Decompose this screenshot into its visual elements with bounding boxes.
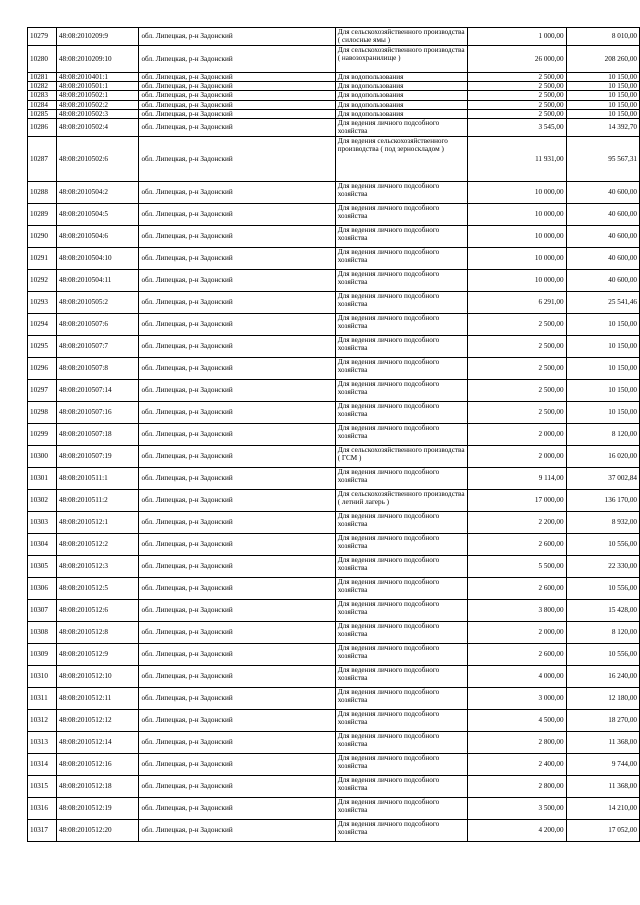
- area-value: 2 800,00: [467, 732, 566, 754]
- permitted-use: Для водопользования: [335, 73, 467, 82]
- area-value: 10 000,00: [467, 204, 566, 226]
- cadastral-value: 8 120,00: [566, 424, 639, 446]
- row-number: 10299: [28, 424, 57, 446]
- cadastral-value: 12 180,00: [566, 688, 639, 710]
- table-row: [28, 490, 640, 512]
- row-number: 10290: [28, 226, 57, 248]
- table-row: [28, 28, 640, 46]
- address: обл. Липецкая, р-н Задонский: [139, 754, 335, 776]
- cadastral-value: 40 600,00: [566, 204, 639, 226]
- permitted-use: Для ведения личного подсобного хозяйства: [335, 424, 467, 446]
- address: обл. Липецкая, р-н Задонский: [139, 534, 335, 556]
- area-value: 10 000,00: [467, 270, 566, 292]
- area-value: 3 500,00: [467, 798, 566, 820]
- address: обл. Липецкая, р-н Задонский: [139, 314, 335, 336]
- row-number: 10285: [28, 109, 57, 118]
- permitted-use: Для ведения личного подсобного хозяйства: [335, 600, 467, 622]
- table-row: [28, 73, 640, 82]
- area-value: 10 000,00: [467, 226, 566, 248]
- address: обл. Липецкая, р-н Задонский: [139, 446, 335, 468]
- area-value: 2 500,00: [467, 380, 566, 402]
- cadastral-value: 10 150,00: [566, 358, 639, 380]
- cadastral-number: 48:08:2010507:19: [56, 446, 139, 468]
- cadastral-value: 40 600,00: [566, 182, 639, 204]
- cadastral-number: 48:08:2010209:10: [56, 46, 139, 73]
- cadastral-number: 48:08:2010507:18: [56, 424, 139, 446]
- table-row: [28, 314, 640, 336]
- cadastral-value: 40 600,00: [566, 226, 639, 248]
- table-row: [28, 754, 640, 776]
- permitted-use: Для водопользования: [335, 91, 467, 100]
- address: обл. Липецкая, р-н Задонский: [139, 776, 335, 798]
- row-number: 10293: [28, 292, 57, 314]
- address: обл. Липецкая, р-н Задонский: [139, 798, 335, 820]
- area-value: 2 500,00: [467, 73, 566, 82]
- cadastral-number: 48:08:2010505:2: [56, 292, 139, 314]
- permitted-use: Для ведения личного подсобного хозяйства: [335, 402, 467, 424]
- cadastral-number: 48:08:2010504:2: [56, 182, 139, 204]
- permitted-use: Для ведения личного подсобного хозяйства: [335, 622, 467, 644]
- row-number: 10298: [28, 402, 57, 424]
- permitted-use: Для ведения личного подсобного хозяйства: [335, 314, 467, 336]
- cadastral-value: 10 150,00: [566, 73, 639, 82]
- area-value: 2 500,00: [467, 100, 566, 109]
- cadastral-number: 48:08:2010501:1: [56, 82, 139, 91]
- cadastral-value: 9 744,00: [566, 754, 639, 776]
- cadastral-number: 48:08:2010504:10: [56, 248, 139, 270]
- address: обл. Липецкая, р-н Задонский: [139, 402, 335, 424]
- table-row: [28, 556, 640, 578]
- permitted-use: Для ведения личного подсобного хозяйства: [335, 468, 467, 490]
- table-row: [28, 292, 640, 314]
- table-row: [28, 424, 640, 446]
- permitted-use: Для водопользования: [335, 109, 467, 118]
- permitted-use: Для ведения личного подсобного хозяйства: [335, 710, 467, 732]
- row-number: 10313: [28, 732, 57, 754]
- table-row: [28, 137, 640, 182]
- area-value: 9 114,00: [467, 468, 566, 490]
- address: обл. Липецкая, р-н Задонский: [139, 688, 335, 710]
- address: обл. Липецкая, р-н Задонский: [139, 578, 335, 600]
- address: обл. Липецкая, р-н Задонский: [139, 204, 335, 226]
- table-row: [28, 622, 640, 644]
- cadastral-value: 14 392,70: [566, 119, 639, 137]
- address: обл. Липецкая, р-н Задонский: [139, 100, 335, 109]
- row-number: 10303: [28, 512, 57, 534]
- area-value: 3 800,00: [467, 600, 566, 622]
- address: обл. Липецкая, р-н Задонский: [139, 644, 335, 666]
- area-value: 6 291,00: [467, 292, 566, 314]
- table-row: [28, 798, 640, 820]
- table-row: [28, 182, 640, 204]
- table-row: [28, 82, 640, 91]
- address: обл. Липецкая, р-н Задонский: [139, 270, 335, 292]
- row-number: 10311: [28, 688, 57, 710]
- address: обл. Липецкая, р-н Задонский: [139, 710, 335, 732]
- cadastral-value: 14 210,00: [566, 798, 639, 820]
- permitted-use: Для ведения сельскохозяйственного производства ( под зерноскладом ): [335, 137, 467, 182]
- address: обл. Липецкая, р-н Задонский: [139, 28, 335, 46]
- address: обл. Липецкая, р-н Задонский: [139, 109, 335, 118]
- address: обл. Липецкая, р-н Задонский: [139, 380, 335, 402]
- cadastral-value: 208 260,00: [566, 46, 639, 73]
- area-value: 2 500,00: [467, 91, 566, 100]
- row-number: 10289: [28, 204, 57, 226]
- area-value: 2 500,00: [467, 82, 566, 91]
- row-number: 10314: [28, 754, 57, 776]
- cadastral-number: 48:08:2010512:3: [56, 556, 139, 578]
- row-number: 10316: [28, 798, 57, 820]
- address: обл. Липецкая, р-н Задонский: [139, 600, 335, 622]
- cadastral-number: 48:08:2010512:16: [56, 754, 139, 776]
- cadastral-number: 48:08:2010512:11: [56, 688, 139, 710]
- table-row: [28, 248, 640, 270]
- row-number: 10301: [28, 468, 57, 490]
- cadastral-number: 48:08:2010504:11: [56, 270, 139, 292]
- area-value: 1 000,00: [467, 28, 566, 46]
- cadastral-value: 10 150,00: [566, 100, 639, 109]
- area-value: 2 000,00: [467, 622, 566, 644]
- table-row: [28, 119, 640, 137]
- row-number: 10306: [28, 578, 57, 600]
- cadastral-number: 48:08:2010502:1: [56, 91, 139, 100]
- area-value: 2 600,00: [467, 534, 566, 556]
- address: обл. Липецкая, р-н Задонский: [139, 622, 335, 644]
- cadastral-value: 136 170,00: [566, 490, 639, 512]
- table-row: [28, 402, 640, 424]
- permitted-use: Для ведения личного подсобного хозяйства: [335, 556, 467, 578]
- cadastral-number: 48:08:2010507:14: [56, 380, 139, 402]
- area-value: 3 545,00: [467, 119, 566, 137]
- cadastral-number: 48:08:2010507:6: [56, 314, 139, 336]
- permitted-use: Для ведения личного подсобного хозяйства: [335, 512, 467, 534]
- area-value: 11 931,00: [467, 137, 566, 182]
- row-number: 10309: [28, 644, 57, 666]
- cadastral-value: 40 600,00: [566, 270, 639, 292]
- row-number: 10312: [28, 710, 57, 732]
- cadastral-value: 25 541,46: [566, 292, 639, 314]
- cadastral-value: 8 120,00: [566, 622, 639, 644]
- address: обл. Липецкая, р-н Задонский: [139, 358, 335, 380]
- table-row: [28, 710, 640, 732]
- permitted-use: Для ведения личного подсобного хозяйства: [335, 182, 467, 204]
- permitted-use: Для ведения личного подсобного хозяйства: [335, 688, 467, 710]
- cadastral-number: 48:08:2010502:4: [56, 119, 139, 137]
- cadastral-number: 48:08:2010504:6: [56, 226, 139, 248]
- area-value: 2 200,00: [467, 512, 566, 534]
- table-row: [28, 666, 640, 688]
- permitted-use: Для ведения личного подсобного хозяйства: [335, 226, 467, 248]
- cadastral-value: 10 556,00: [566, 534, 639, 556]
- permitted-use: Для сельскохозяйственного производства ( силосные ямы ): [335, 28, 467, 46]
- row-number: 10281: [28, 73, 57, 82]
- cadastral-number: 48:08:2010512:8: [56, 622, 139, 644]
- row-number: 10300: [28, 446, 57, 468]
- cadastral-number: 48:08:2010512:9: [56, 644, 139, 666]
- cadastral-number: 48:08:2010512:12: [56, 710, 139, 732]
- table-row: [28, 688, 640, 710]
- row-number: 10279: [28, 28, 57, 46]
- land-plots-table: [27, 27, 640, 842]
- permitted-use: Для водопользования: [335, 82, 467, 91]
- row-number: 10294: [28, 314, 57, 336]
- row-number: 10288: [28, 182, 57, 204]
- row-number: 10308: [28, 622, 57, 644]
- cadastral-value: 11 368,00: [566, 776, 639, 798]
- row-number: 10307: [28, 600, 57, 622]
- address: обл. Липецкая, р-н Задонский: [139, 512, 335, 534]
- cadastral-number: 48:08:2010512:20: [56, 820, 139, 842]
- row-number: 10305: [28, 556, 57, 578]
- table-body: [28, 28, 640, 842]
- address: обл. Липецкая, р-н Задонский: [139, 292, 335, 314]
- table-row: [28, 336, 640, 358]
- address: обл. Липецкая, р-н Задонский: [139, 119, 335, 137]
- area-value: 17 000,00: [467, 490, 566, 512]
- table-row: [28, 380, 640, 402]
- cadastral-number: 48:08:2010502:6: [56, 137, 139, 182]
- area-value: 2 500,00: [467, 336, 566, 358]
- area-value: 2 600,00: [467, 578, 566, 600]
- address: обл. Липецкая, р-н Задонский: [139, 82, 335, 91]
- row-number: 10286: [28, 119, 57, 137]
- table-row: [28, 468, 640, 490]
- permitted-use: Для сельскохозяйственного производства ( навозохранилище ): [335, 46, 467, 73]
- row-number: 10295: [28, 336, 57, 358]
- area-value: 4 000,00: [467, 666, 566, 688]
- permitted-use: Для ведения личного подсобного хозяйства: [335, 578, 467, 600]
- table-row: [28, 204, 640, 226]
- address: обл. Липецкая, р-н Задонский: [139, 820, 335, 842]
- cadastral-number: 48:08:2010512:10: [56, 666, 139, 688]
- table-row: [28, 644, 640, 666]
- cadastral-value: 16 020,00: [566, 446, 639, 468]
- cadastral-number: 48:08:2010502:2: [56, 100, 139, 109]
- area-value: 10 000,00: [467, 248, 566, 270]
- area-value: 10 000,00: [467, 182, 566, 204]
- address: обл. Липецкая, р-н Задонский: [139, 490, 335, 512]
- area-value: 26 000,00: [467, 46, 566, 73]
- cadastral-value: 16 240,00: [566, 666, 639, 688]
- permitted-use: Для ведения личного подсобного хозяйства: [335, 644, 467, 666]
- permitted-use: Для ведения личного подсобного хозяйства: [335, 336, 467, 358]
- row-number: 10304: [28, 534, 57, 556]
- cadastral-value: 10 150,00: [566, 380, 639, 402]
- cadastral-number: 48:08:2010512:1: [56, 512, 139, 534]
- cadastral-number: 48:08:2010507:16: [56, 402, 139, 424]
- cadastral-value: 15 428,00: [566, 600, 639, 622]
- row-number: 10302: [28, 490, 57, 512]
- row-number: 10282: [28, 82, 57, 91]
- permitted-use: Для ведения личного подсобного хозяйства: [335, 270, 467, 292]
- row-number: 10315: [28, 776, 57, 798]
- area-value: 2 600,00: [467, 644, 566, 666]
- table-row: [28, 100, 640, 109]
- row-number: 10287: [28, 137, 57, 182]
- address: обл. Липецкая, р-н Задонский: [139, 91, 335, 100]
- address: обл. Липецкая, р-н Задонский: [139, 137, 335, 182]
- cadastral-value: 10 150,00: [566, 91, 639, 100]
- row-number: 10297: [28, 380, 57, 402]
- table-row: [28, 226, 640, 248]
- cadastral-number: 48:08:2010209:9: [56, 28, 139, 46]
- permitted-use: Для водопользования: [335, 100, 467, 109]
- row-number: 10291: [28, 248, 57, 270]
- permitted-use: Для ведения личного подсобного хозяйства: [335, 119, 467, 137]
- permitted-use: Для ведения личного подсобного хозяйства: [335, 248, 467, 270]
- cadastral-value: 18 270,00: [566, 710, 639, 732]
- permitted-use: Для сельскохозяйственного производства ( ГСМ ): [335, 446, 467, 468]
- permitted-use: Для сельскохозяйственного производства ( летний лагерь ): [335, 490, 467, 512]
- row-number: 10283: [28, 91, 57, 100]
- area-value: 2 800,00: [467, 776, 566, 798]
- address: обл. Липецкая, р-н Задонский: [139, 424, 335, 446]
- table-row: [28, 534, 640, 556]
- area-value: 5 500,00: [467, 556, 566, 578]
- cadastral-value: 8 010,00: [566, 28, 639, 46]
- table-row: [28, 358, 640, 380]
- cadastral-number: 48:08:2010511:1: [56, 468, 139, 490]
- area-value: 2 000,00: [467, 446, 566, 468]
- cadastral-number: 48:08:2010507:8: [56, 358, 139, 380]
- permitted-use: Для ведения личного подсобного хозяйства: [335, 820, 467, 842]
- cadastral-number: 48:08:2010512:19: [56, 798, 139, 820]
- cadastral-value: 10 150,00: [566, 314, 639, 336]
- permitted-use: Для ведения личного подсобного хозяйства: [335, 292, 467, 314]
- address: обл. Липецкая, р-н Задонский: [139, 73, 335, 82]
- address: обл. Липецкая, р-н Задонский: [139, 46, 335, 73]
- cadastral-value: 40 600,00: [566, 248, 639, 270]
- table-row: [28, 820, 640, 842]
- permitted-use: Для ведения личного подсобного хозяйства: [335, 380, 467, 402]
- cadastral-value: 10 150,00: [566, 82, 639, 91]
- cadastral-number: 48:08:2010512:2: [56, 534, 139, 556]
- cadastral-value: 10 150,00: [566, 402, 639, 424]
- row-number: 10280: [28, 46, 57, 73]
- cadastral-number: 48:08:2010512:6: [56, 600, 139, 622]
- permitted-use: Для ведения личного подсобного хозяйства: [335, 732, 467, 754]
- address: обл. Липецкая, р-н Задонский: [139, 226, 335, 248]
- cadastral-number: 48:08:2010502:3: [56, 109, 139, 118]
- address: обл. Липецкая, р-н Задонский: [139, 336, 335, 358]
- area-value: 2 500,00: [467, 109, 566, 118]
- address: обл. Липецкая, р-н Задонский: [139, 182, 335, 204]
- permitted-use: Для ведения личного подсобного хозяйства: [335, 358, 467, 380]
- table-row: [28, 732, 640, 754]
- table-row: [28, 446, 640, 468]
- cadastral-number: 48:08:2010512:5: [56, 578, 139, 600]
- table-row: [28, 109, 640, 118]
- cadastral-number: 48:08:2010512:18: [56, 776, 139, 798]
- area-value: 2 400,00: [467, 754, 566, 776]
- permitted-use: Для ведения личного подсобного хозяйства: [335, 776, 467, 798]
- address: обл. Липецкая, р-н Задонский: [139, 248, 335, 270]
- address: обл. Липецкая, р-н Задонский: [139, 468, 335, 490]
- cadastral-number: 48:08:2010512:14: [56, 732, 139, 754]
- cadastral-number: 48:08:2010504:5: [56, 204, 139, 226]
- permitted-use: Для ведения личного подсобного хозяйства: [335, 798, 467, 820]
- permitted-use: Для ведения личного подсобного хозяйства: [335, 666, 467, 688]
- cadastral-value: 11 368,00: [566, 732, 639, 754]
- permitted-use: Для ведения личного подсобного хозяйства: [335, 204, 467, 226]
- table-row: [28, 512, 640, 534]
- cadastral-value: 17 052,00: [566, 820, 639, 842]
- cadastral-value: 37 002,84: [566, 468, 639, 490]
- cadastral-value: 8 932,00: [566, 512, 639, 534]
- area-value: 2 500,00: [467, 402, 566, 424]
- permitted-use: Для ведения личного подсобного хозяйства: [335, 534, 467, 556]
- row-number: 10284: [28, 100, 57, 109]
- permitted-use: Для ведения личного подсобного хозяйства: [335, 754, 467, 776]
- row-number: 10310: [28, 666, 57, 688]
- cadastral-number: 48:08:2010507:7: [56, 336, 139, 358]
- table-row: [28, 776, 640, 798]
- cadastral-value: 10 556,00: [566, 578, 639, 600]
- area-value: 2 500,00: [467, 314, 566, 336]
- address: обл. Липецкая, р-н Задонский: [139, 556, 335, 578]
- area-value: 4 500,00: [467, 710, 566, 732]
- cadastral-number: 48:08:2010511:2: [56, 490, 139, 512]
- area-value: 2 000,00: [467, 424, 566, 446]
- cadastral-value: 10 556,00: [566, 644, 639, 666]
- cadastral-number: 48:08:2010401:1: [56, 73, 139, 82]
- area-value: 4 200,00: [467, 820, 566, 842]
- table-row: [28, 91, 640, 100]
- row-number: 10296: [28, 358, 57, 380]
- table-row: [28, 270, 640, 292]
- table-row: [28, 600, 640, 622]
- row-number: 10317: [28, 820, 57, 842]
- area-value: 3 000,00: [467, 688, 566, 710]
- cadastral-value: 10 150,00: [566, 109, 639, 118]
- address: обл. Липецкая, р-н Задонский: [139, 732, 335, 754]
- row-number: 10292: [28, 270, 57, 292]
- cadastral-value: 22 330,00: [566, 556, 639, 578]
- area-value: 2 500,00: [467, 358, 566, 380]
- cadastral-value: 10 150,00: [566, 336, 639, 358]
- cadastral-value: 95 567,31: [566, 137, 639, 182]
- table-row: [28, 46, 640, 73]
- address: обл. Липецкая, р-н Задонский: [139, 666, 335, 688]
- table-row: [28, 578, 640, 600]
